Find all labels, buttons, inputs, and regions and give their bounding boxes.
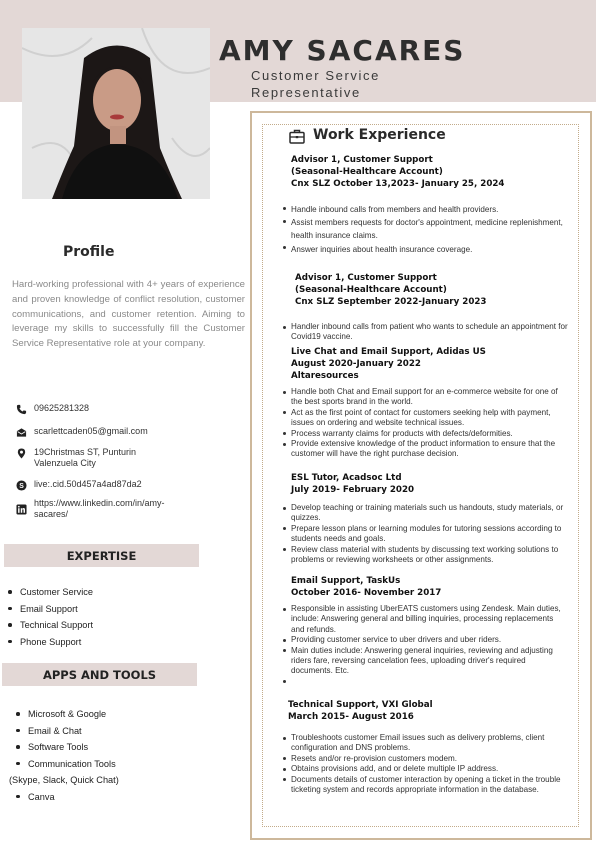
job-title: Technical Support, VXI Global [288,700,433,710]
job-duties [283,604,568,691]
list-item: Answer inquiries about health insurance coverage. [283,243,568,256]
list-item: Review class material with students by discussing text working solutions to problems or reviewing worksheets or other assignments. [283,545,568,566]
list-item: Email Support [8,603,93,620]
job-header [291,155,504,190]
job-header [291,473,414,497]
apps-heading: APPS AND TOOLS [2,663,197,686]
profile-heading: Profile [63,244,115,260]
job-dates: August 2020-January 2022 [291,358,421,369]
home-address: 19Christmas ST, Punturin Valenzuela City [34,447,137,468]
job-dates: Cnx SLZ September 2022-January 2023 [295,296,487,307]
work-experience-heading: Work Experience [313,127,446,143]
contact-linkedin [16,498,194,520]
list-item: Documents details of customer interaction by opening a ticket in the trouble ticketing system and records appropriate information in the database. [283,775,568,796]
linkedin-url[interactable]: https://www.linkedin.com/in/amy-sacares/ [34,498,165,519]
skype-id[interactable]: live:.cid.50d457a4ad87da2 [34,479,142,489]
phone-number[interactable]: 09625281328 [34,403,90,413]
contact-email [16,426,204,438]
list-item: Customer Service [8,586,93,603]
list-item: Act as the first point of contact for customers seeking help with payment, issues on ordering and website technical issues. [283,408,568,429]
linkedin-icon [16,504,27,515]
job-header [291,347,486,382]
job-duties [283,387,568,460]
profile-photo [22,28,210,199]
list-item: Canva [16,791,119,808]
job-title: Email Support, TaskUs [291,576,401,586]
job-duties [283,503,568,565]
expertise-list [8,586,93,652]
candidate-name: AMY SACARES [219,34,466,67]
list-item: Provide extensive knowledge of the product information to ensure that the customer will have the right purchase decision. [283,439,568,460]
profile-summary: Hard-working professional with 4+ years of experience and proven knowledge of conflict resolution, customer communications, and customer retention. Aiming to leverage my skills to successfully fill the Customer Service Representative role at your company. [12,279,245,350]
job-title: Advisor 1, Customer Support [295,273,437,283]
list-item: Handler inbound calls from patient who wants to schedule an appointment for Covid19 vaccine. [283,322,568,343]
job-header [288,700,433,724]
list-item: Handle inbound calls from members and health providers. [283,203,568,216]
list-item: Software Tools [16,741,119,758]
list-item: Troubleshoots customer Email issues such as delivery problems, client configuration and DNS problems. [283,733,568,754]
list-item: Resets and/or re-provision customers modem. [283,754,568,764]
location-pin-icon [16,448,27,459]
job-header [295,273,486,308]
list-item: Providing customer service to uber drivers and uber riders. [283,635,568,645]
contact-address [16,447,164,469]
list-item: Email & Chat [16,725,119,742]
job-dates: March 2015- August 2016 [288,711,414,722]
job-title: Advisor 1, Customer Support [291,155,433,165]
portrait-image [22,28,210,199]
list-item: Microsoft & Google [16,708,119,725]
briefcase-icon [289,129,305,144]
job-dates: July 2019- February 2020 [291,484,415,495]
job-title: Live Chat and Email Support, Adidas US [291,347,486,357]
candidate-role: Customer Service Representative [251,68,380,100]
list-item: Develop teaching or training materials such us handouts, study materials, or quizzes. [283,503,568,524]
apps-list [9,708,119,808]
list-item: Obtains provisions add, and or delete multiple IP address. [283,764,568,774]
job-title: ESL Tutor, Acadsoc Ltd [291,473,402,483]
list-item-note: (Skype, Slack, Quick Chat) [9,775,119,786]
job-company: Altaresources [291,370,359,381]
email-address[interactable]: scarlettcaden05@gmail.com [34,426,148,436]
expertise-heading: EXPERTISE [4,544,199,567]
skype-icon [16,480,27,491]
job-duties [283,733,568,795]
list-item: Technical Support [8,619,93,636]
svg-text:S: S [19,482,24,490]
list-item: Phone Support [8,636,93,653]
list-item-empty [283,677,568,691]
phone-icon [16,404,27,415]
list-item: Responsible in assisting UberEATS customers using Zendesk. Main duties, include: Answering general and billing inquiries, processing replacements and refunds. [283,604,568,635]
job-header [291,576,441,600]
job-account: (Seasonal-Healthcare Account) [295,284,447,295]
job-dates: October 2016- November 2017 [291,587,442,598]
job-duties [283,203,568,256]
list-item: Communication Tools [16,758,119,775]
job-account: (Seasonal-Healthcare Account) [291,166,443,177]
list-item: Prepare lesson plans or learning modules for tutoring sessions according to students needs and goals. [283,524,568,545]
job-dates: Cnx SLZ October 13,2023- January 25, 2024 [291,178,505,189]
list-item: Process warranty claims for products with defects/deformities. [283,429,568,439]
list-item: Assist members requests for doctor's appointment, medicine replenishment, health insurance claims. [283,216,568,242]
envelope-icon [16,427,27,438]
contact-phone [16,403,204,415]
list-item: Main duties include: Answering general inquiries, reviewing and adjusting riders fare, reversing cancelation fees, uploading driver's required documents. Etc. [283,646,568,677]
job-duties [283,322,568,343]
contact-skype [16,479,204,491]
list-item: Handle both Chat and Email support for an e-commerce website for one of the best sports brand in the world. [283,387,568,408]
